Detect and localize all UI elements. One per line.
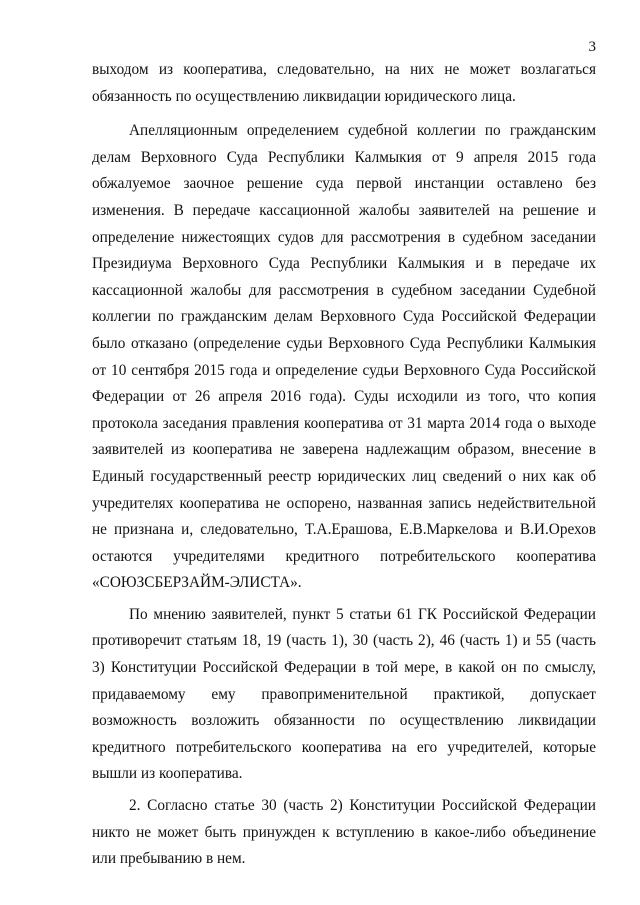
paragraph-appeal-ruling: Апелляционным определением судебной коллегии по гражданским делам Верховного Суда Республики Калмыкия от 9 апреля 2015 года обжалуемое заочное решение суда первой инстанции оставлено без изменения. В передаче кассационной жалобы заявителей на решение и определение нижестоящих судов для рассмотрения в судебном заседании Президиума Верховного Суда Республики Калмыкия и в передаче их кассационной жалобы для рассмотрения в судебном заседании Судебной коллегии по гражданским делам Верховного Суда Российской Федерации было отказано (определение судьи Верховного Суда Республики Калмыкия от 10 сентября 2015 года и определение судьи Верховного Суда Российской Федерации от 26 апреля 2016 года). Суды исходили из того, что копия протокола заседания правления кооператива от 31 марта 2014 года о выходе заявителей из кооператива не заверена надлежащим образом, внесение в Единый государственный реестр юридических лиц сведений о них как об учредителях кооператива не оспорено, названная запись недействительной не признана и, следовательно, Т.А.Ерашова, Е.В.Маркелова и В.И.Орехов остаются учредителями кредитного потребительского кооператива «СОЮЗСБЕРЗАЙМ-ЭЛИСТА». (92, 122, 596, 592)
paragraph-constitution-article-30: 2. Согласно статье 30 (часть 2) Конституции Российской Федерации никто не может быть принужден к вступлению в какое-либо объединение или пребыванию в нем. (92, 797, 596, 868)
paragraph-applicants-opinion: По мнению заявителей, пункт 5 статьи 61 ГК Российской Федерации противоречит статьям 18, 19 (часть 1), 30 (часть 2), 46 (часть 1) и 55 (часть 3) Конституции Российской Федерации в той мере, в какой он по смыслу, придаваемому ему правоприменительной практикой, допускает возможность возложить обязанности по осуществлению ликвидации кредитного потребительского кооператива на его учредителей, которые вышли из кооператива. (92, 605, 596, 783)
page-number: 3 (588, 39, 596, 55)
paragraph-continuation: выходом из кооператива, следовательно, на них не может возлагаться обязанность по осуществлению ликвидации юридического лица. (92, 61, 596, 105)
document-body (92, 57, 596, 873)
